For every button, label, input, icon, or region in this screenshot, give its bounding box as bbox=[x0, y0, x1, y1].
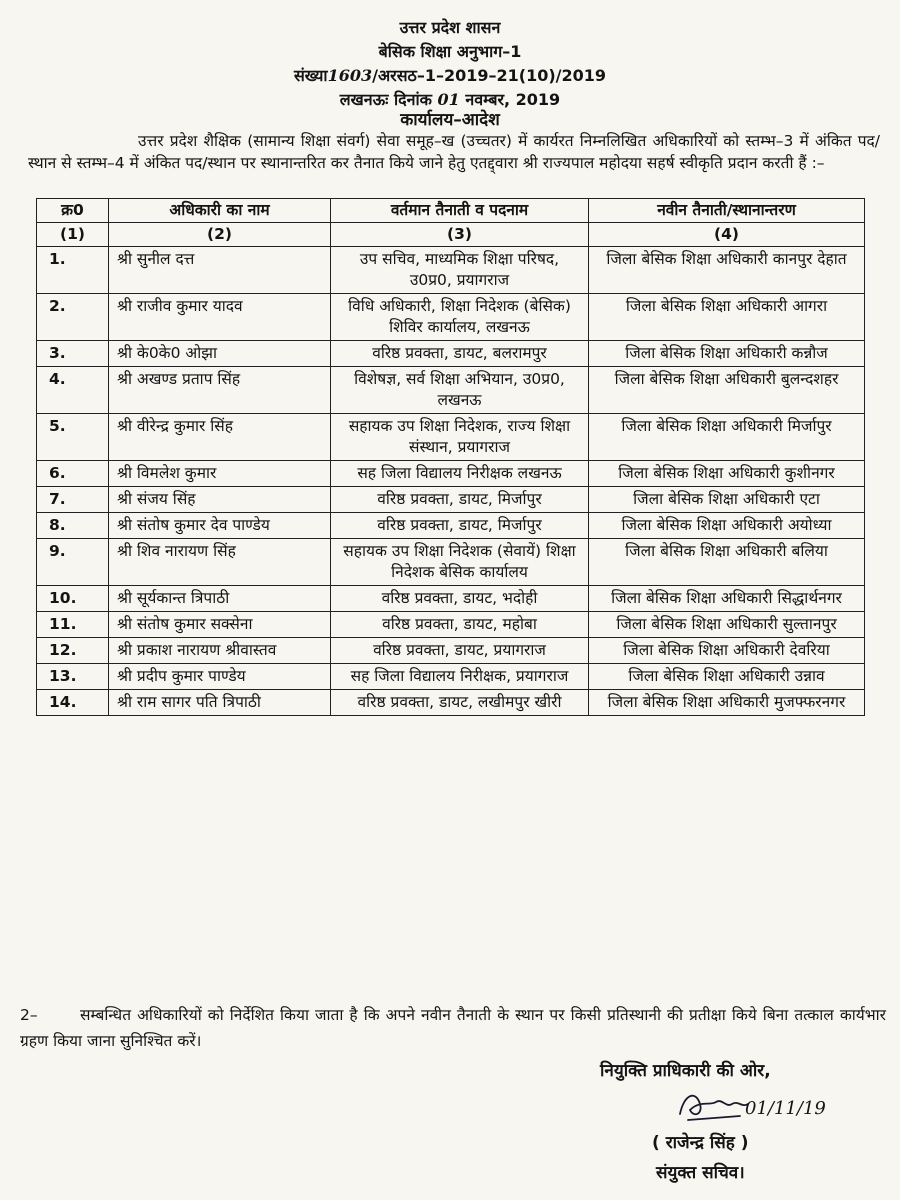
new-post-cell: जिला बेसिक शिक्षा अधिकारी बलिया bbox=[589, 539, 865, 586]
new-post-cell: जिला बेसिक शिक्षा अधिकारी कन्नौज bbox=[589, 341, 865, 367]
col-number: (1) bbox=[37, 223, 109, 247]
name-cell: श्री प्रकाश नारायण श्रीवास्तव bbox=[109, 638, 331, 664]
new-post-cell: जिला बेसिक शिक्षा अधिकारी बुलन्दशहर bbox=[589, 367, 865, 414]
name-cell: श्री संतोष कुमार देव पाण्डेय bbox=[109, 513, 331, 539]
table-colnum-row bbox=[37, 223, 865, 247]
serial-cell: 9. bbox=[37, 539, 109, 586]
intro-paragraph: उत्तर प्रदेश शैक्षिक (सामान्य शिक्षा संवर्ग) सेवा समूह–ख (उच्चतर) में कार्यरत निम्नलिखित अधिकारियों को स्तम्भ–3 में अंकित पद/स्थान से स्तम्भ–4 में अंकित पद/स्थान पर स्थानान्तरित कर तैनात किये जाने हेतु एतद्द्वारा श्री राज्यपाल महोदया सहर्ष स्वीकृति प्रदान करती हैं :– bbox=[28, 132, 880, 172]
signatory-name: ( राजेन्द्र सिंह ) bbox=[652, 1133, 749, 1153]
serial-cell: 3. bbox=[37, 341, 109, 367]
col-header-serial: क्र0 bbox=[37, 199, 109, 223]
col-header-new: नवीन तैनाती/स्थानान्तरण bbox=[589, 199, 865, 223]
serial-cell: 8. bbox=[37, 513, 109, 539]
instruction-paragraph bbox=[20, 1002, 886, 1054]
reference-number bbox=[0, 64, 900, 86]
date-prefix: लखनऊः दिनांक bbox=[339, 90, 432, 109]
name-cell: श्री सूर्यकान्त त्रिपाठी bbox=[109, 586, 331, 612]
current-post-cell: वरिष्ठ प्रवक्ता, डायट, लखीमपुर खीरी bbox=[331, 690, 589, 716]
serial-cell: 13. bbox=[37, 664, 109, 690]
name-cell: श्री प्रदीप कुमार पाण्डेय bbox=[109, 664, 331, 690]
new-post-cell: जिला बेसिक शिक्षा अधिकारी उन्नाव bbox=[589, 664, 865, 690]
new-post-cell: जिला बेसिक शिक्षा अधिकारी मुजफ्फरनगर bbox=[589, 690, 865, 716]
table-row bbox=[37, 612, 865, 638]
signature-date: 01/11/19 bbox=[745, 1098, 826, 1119]
current-post-cell: सहायक उप शिक्षा निदेशक (सेवायें) शिक्षा निदेशक बेसिक कार्यालय bbox=[331, 539, 589, 586]
new-post-cell: जिला बेसिक शिक्षा अधिकारी अयोध्या bbox=[589, 513, 865, 539]
current-post-cell: वरिष्ठ प्रवक्ता, डायट, बलरामपुर bbox=[331, 341, 589, 367]
current-post-cell: सहायक उप शिक्षा निदेशक, राज्य शिक्षा संस्थान, प्रयागराज bbox=[331, 414, 589, 461]
paragraph-number: 2– bbox=[20, 1006, 38, 1024]
table-row bbox=[37, 294, 865, 341]
table-row bbox=[37, 638, 865, 664]
table-row bbox=[37, 539, 865, 586]
page-title: कार्यालय–आदेश bbox=[400, 110, 500, 130]
table-row bbox=[37, 586, 865, 612]
name-cell: श्री अखण्ड प्रताप सिंह bbox=[109, 367, 331, 414]
table-row bbox=[37, 247, 865, 294]
col-number: (3) bbox=[331, 223, 589, 247]
new-post-cell: जिला बेसिक शिक्षा अधिकारी कुशीनगर bbox=[589, 461, 865, 487]
table-row bbox=[37, 513, 865, 539]
paragraph-text: सम्बन्धित अधिकारियों को निर्देशित किया जाता है कि अपने नवीन तैनाती के स्थान पर किसी प्रतिस्थानी की प्रतीक्षा किये बिना तत्काल कार्यभार ग्रहण किया जाना सुनिश्चित करें। bbox=[20, 1006, 886, 1050]
current-post-cell: सह जिला विद्यालय निरीक्षक लखनऊ bbox=[331, 461, 589, 487]
current-post-cell: वरिष्ठ प्रवक्ता, डायट, महोबा bbox=[331, 612, 589, 638]
govt-name: उत्तर प्रदेश शासन bbox=[399, 18, 501, 37]
current-post-cell: वरिष्ठ प्रवक्ता, डायट, भदोही bbox=[331, 586, 589, 612]
table-row bbox=[37, 414, 865, 461]
serial-cell: 4. bbox=[37, 367, 109, 414]
serial-cell: 6. bbox=[37, 461, 109, 487]
new-post-cell: जिला बेसिक शिक्षा अधिकारी सिद्धार्थनगर bbox=[589, 586, 865, 612]
col-header-name: अधिकारी का नाम bbox=[109, 199, 331, 223]
table-row bbox=[37, 487, 865, 513]
signatory-designation: संयुक्त सचिव। bbox=[656, 1163, 745, 1183]
table-row bbox=[37, 341, 865, 367]
name-cell: श्री के0के0 ओझा bbox=[109, 341, 331, 367]
serial-cell: 10. bbox=[37, 586, 109, 612]
serial-cell: 5. bbox=[37, 414, 109, 461]
col-header-current: वर्तमान तैनाती व पदनाम bbox=[331, 199, 589, 223]
new-post-cell: जिला बेसिक शिक्षा अधिकारी सुल्तानपुर bbox=[589, 612, 865, 638]
ref-number: 1603 bbox=[327, 66, 373, 85]
serial-cell: 7. bbox=[37, 487, 109, 513]
name-cell: श्री संतोष कुमार सक्सेना bbox=[109, 612, 331, 638]
current-post-cell: विधि अधिकारी, शिक्षा निदेशक (बेसिक) शिविर कार्यालय, लखनऊ bbox=[331, 294, 589, 341]
table-row bbox=[37, 664, 865, 690]
name-cell: श्री विमलेश कुमार bbox=[109, 461, 331, 487]
transfer-table bbox=[36, 198, 865, 716]
name-cell: श्री शिव नारायण सिंह bbox=[109, 539, 331, 586]
serial-cell: 1. bbox=[37, 247, 109, 294]
name-cell: श्री सुनील दत्त bbox=[109, 247, 331, 294]
col-number: (2) bbox=[109, 223, 331, 247]
table-row bbox=[37, 690, 865, 716]
col-number: (4) bbox=[589, 223, 865, 247]
table-row bbox=[37, 367, 865, 414]
new-post-cell: जिला बेसिक शिक्षा अधिकारी कानपुर देहात bbox=[589, 247, 865, 294]
table-row bbox=[37, 461, 865, 487]
serial-cell: 2. bbox=[37, 294, 109, 341]
new-post-cell: जिला बेसिक शिक्षा अधिकारी देवरिया bbox=[589, 638, 865, 664]
date-suffix: नवम्बर, 2019 bbox=[465, 90, 561, 109]
current-post-cell: सह जिला विद्यालय निरीक्षक, प्रयागराज bbox=[331, 664, 589, 690]
ref-suffix: /अरसठ–1–2019–21(10)/2019 bbox=[372, 66, 607, 85]
serial-cell: 12. bbox=[37, 638, 109, 664]
signing-authority-line: नियुक्ति प्राधिकारी की ओर, bbox=[600, 1061, 771, 1081]
current-post-cell: उप सचिव, माध्यमिक शिक्षा परिषद, उ0प्र0, प्रयागराज bbox=[331, 247, 589, 294]
ref-prefix: संख्या bbox=[293, 66, 328, 85]
new-post-cell: जिला बेसिक शिक्षा अधिकारी आगरा bbox=[589, 294, 865, 341]
current-post-cell: वरिष्ठ प्रवक्ता, डायट, प्रयागराज bbox=[331, 638, 589, 664]
serial-cell: 11. bbox=[37, 612, 109, 638]
current-post-cell: वरिष्ठ प्रवक्ता, डायट, मिर्जापुर bbox=[331, 513, 589, 539]
new-post-cell: जिला बेसिक शिक्षा अधिकारी एटा bbox=[589, 487, 865, 513]
name-cell: श्री राजीव कुमार यादव bbox=[109, 294, 331, 341]
table-header-row bbox=[37, 199, 865, 223]
current-post-cell: विशेषज्ञ, सर्व शिक्षा अभियान, उ0प्र0, लखनऊ bbox=[331, 367, 589, 414]
name-cell: श्री राम सागर पति त्रिपाठी bbox=[109, 690, 331, 716]
current-post-cell: वरिष्ठ प्रवक्ता, डायट, मिर्जापुर bbox=[331, 487, 589, 513]
name-cell: श्री वीरेन्द्र कुमार सिंह bbox=[109, 414, 331, 461]
new-post-cell: जिला बेसिक शिक्षा अधिकारी मिर्जापुर bbox=[589, 414, 865, 461]
serial-cell: 14. bbox=[37, 690, 109, 716]
section-name: बेसिक शिक्षा अनुभाग–1 bbox=[378, 42, 522, 61]
name-cell: श्री संजय सिंह bbox=[109, 487, 331, 513]
date-day: 01 bbox=[437, 90, 460, 109]
